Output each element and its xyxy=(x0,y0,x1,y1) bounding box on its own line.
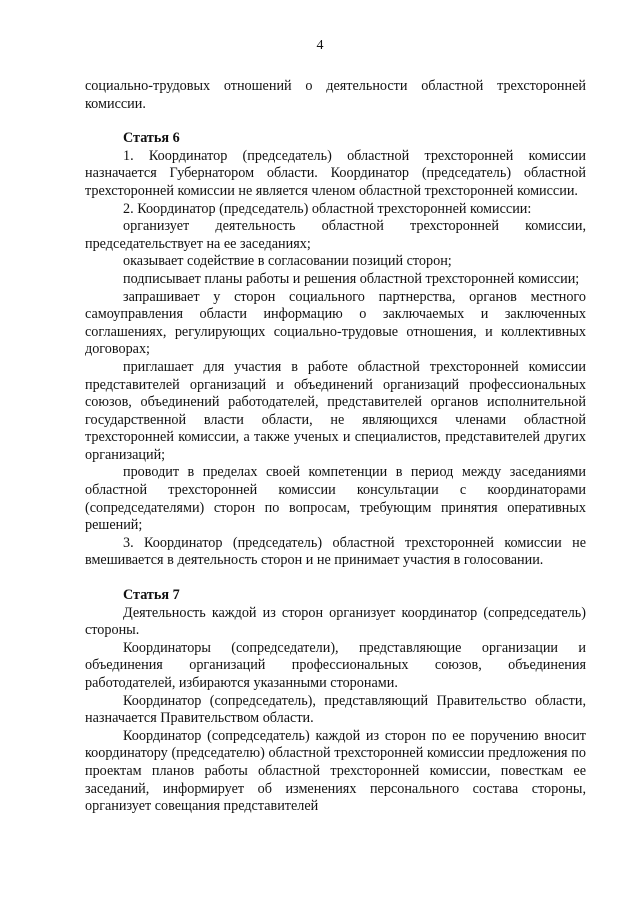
paragraph: 2. Координатор (председатель) областной трехсторонней комиссии: xyxy=(123,200,532,217)
paragraph: 3. Координатор (председатель) областной трехсторонней комиссии не вмешивается в деятельность сторон и не принимает участия в голосовании. xyxy=(85,534,586,569)
paragraph: Координаторы (сопредседатели), представляющие организации и объединения организаций профессиональных союзов, объединения работодателей, избираются указанными сторонами. xyxy=(85,639,586,691)
paragraph: социально-трудовых отношений о деятельности областной трехсторонней комиссии. xyxy=(85,78,586,112)
article-heading: Статья 7 xyxy=(123,587,180,604)
paragraph: подписывает планы работы и решения областной трехсторонней комиссии; xyxy=(123,270,580,287)
article-heading: Статья 6 xyxy=(123,130,180,147)
paragraph: Координатор (сопредседатель) каждой из сторон по ее поручению вносит координатору (председателю) областной трехсторонней комиссии предложения по проектам планов работы областной трехсторонней комиссии, повесткам ее заседаний, информирует об изменениях персонального состава стороны, организует совещания представителей xyxy=(85,727,586,815)
paragraph: организует деятельность областной трехсторонней комиссии, председательствует на ее заседаниях; xyxy=(85,218,586,252)
paragraph: 1. Координатор (председатель) областной трехсторонней комиссии назначается Губернатором области. Координатор (председатель) областной трехсторонней комиссии не является членом областной трехсторонней комиссии. xyxy=(85,147,586,199)
paragraph: проводит в пределах своей компетенции в период между заседаниями областной трехсторонней комиссии консультации с координаторами (сопредседателями) сторон по вопросам, требующим принятия оперативных решений; xyxy=(85,464,586,534)
page-number: 4 xyxy=(316,38,324,53)
paragraph: приглашает для участия в работе областной трехсторонней комиссии представителей организаций и объединений организаций профессиональных союзов, объединений работодателей, представителей органов исполнительной государственной власти области, не являющихся членами областной трехсторонней комиссии, а также ученых и специалистов, представителей других организаций; xyxy=(85,358,586,463)
paragraph: Деятельность каждой из сторон организует координатор (сопредседатель) стороны. xyxy=(85,604,586,639)
paragraph: запрашивает у сторон социального партнерства, органов местного самоуправления области информацию о заключаемых и заключенных соглашениях, регулирующих социально-трудовые отношения, и коллективных договорах; xyxy=(85,288,586,358)
document-body xyxy=(85,78,586,816)
paragraph: Координатор (сопредседатель), представляющий Правительство области, назначается Правительством области. xyxy=(85,692,586,727)
paragraph: оказывает содействие в согласовании позиций сторон; xyxy=(123,253,452,270)
